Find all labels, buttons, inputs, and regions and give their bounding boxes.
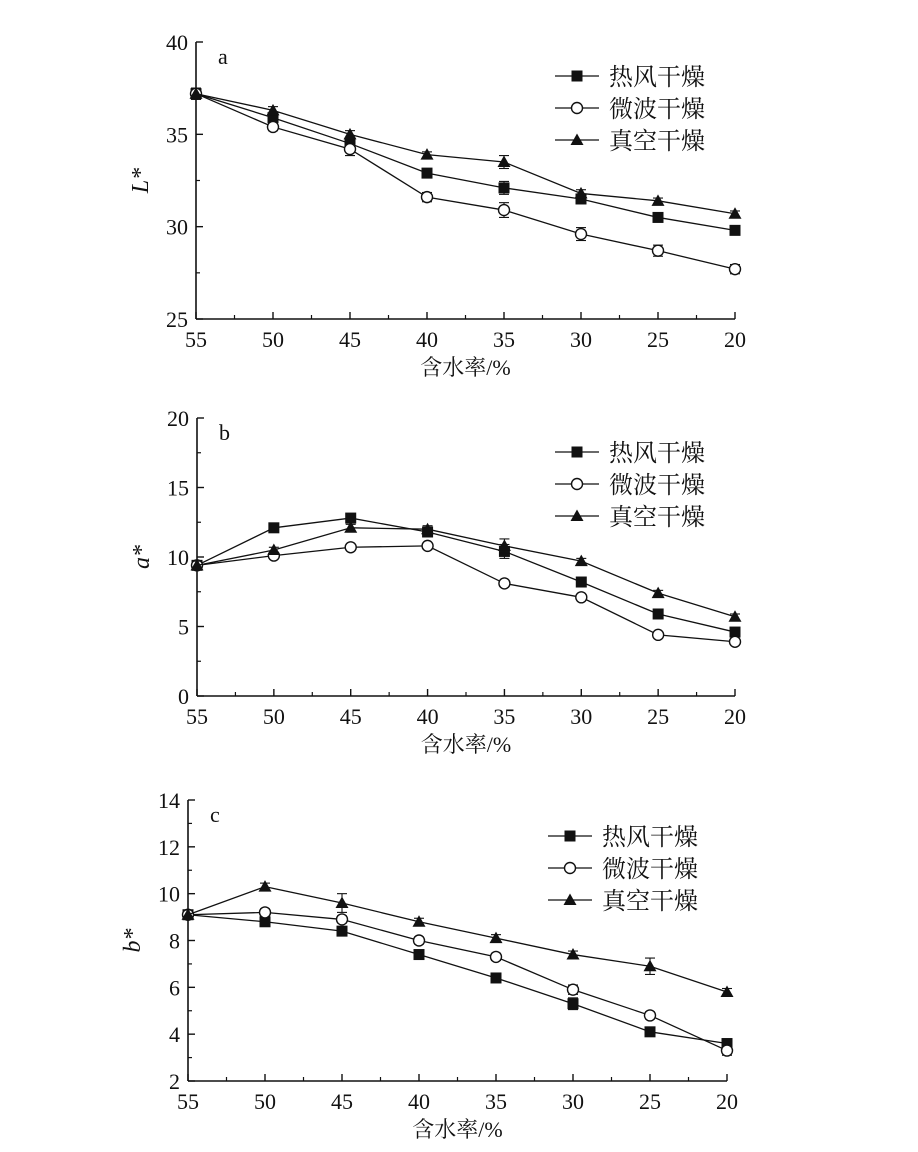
data-point: [491, 972, 502, 983]
x-tick-label: 50: [254, 1089, 276, 1114]
x-tick-label: 35: [493, 327, 515, 352]
legend-marker: [564, 894, 577, 906]
legend-label: 热风干燥: [602, 825, 698, 851]
x-tick-label: 55: [186, 704, 208, 729]
data-point: [422, 192, 433, 203]
x-tick-label: 30: [570, 704, 593, 729]
panel-label: a: [218, 44, 228, 69]
legend-marker: [572, 103, 583, 114]
legend-marker: [572, 71, 583, 82]
x-tick-label: 50: [262, 327, 284, 352]
panel-label: c: [210, 802, 220, 827]
y-tick-label: 12: [158, 834, 180, 860]
x-tick-label: 50: [262, 704, 285, 729]
x-tick-label: 45: [339, 327, 361, 352]
y-tick-label: 8: [169, 928, 180, 954]
data-point: [422, 168, 433, 179]
data-point: [268, 121, 279, 132]
x-tick-label: 35: [493, 704, 516, 729]
x-tick-label: 30: [562, 1089, 584, 1114]
y-tick-label: 0: [178, 684, 189, 709]
legend-marker: [572, 447, 583, 458]
data-point: [268, 522, 279, 533]
data-point: [653, 212, 664, 223]
legend-label: 真空干燥: [609, 505, 705, 531]
data-point: [337, 914, 348, 925]
data-point: [414, 935, 425, 946]
data-point: [653, 629, 664, 640]
legend-label: 真空干燥: [609, 129, 705, 155]
legend-label: 微波干燥: [609, 97, 705, 123]
x-tick-label: 55: [177, 1089, 199, 1114]
legend-marker: [565, 831, 576, 842]
x-tick-label: 30: [570, 327, 592, 352]
x-tick-label: 45: [339, 704, 362, 729]
y-tick-label: 2: [169, 1069, 180, 1094]
y-tick-label: 14: [158, 788, 180, 813]
data-point: [653, 608, 664, 619]
legend: [548, 824, 698, 915]
x-tick-label: 25: [647, 704, 670, 729]
x-tick-label: 40: [416, 327, 438, 352]
data-point: [722, 1045, 733, 1056]
y-tick-label: 4: [169, 1022, 180, 1048]
x-tick-label: 25: [647, 327, 669, 352]
x-tick-label: 55: [185, 327, 207, 352]
legend: [555, 64, 705, 155]
chart-panel-c: [120, 788, 738, 1142]
y-tick-label: 30: [166, 214, 188, 240]
y-tick-label: 15: [167, 475, 189, 501]
data-point: [568, 984, 579, 995]
x-tick-label: 20: [716, 1089, 738, 1114]
x-tick-label: 40: [416, 704, 439, 729]
data-point: [576, 577, 587, 588]
x-axis-title: 含水率/%: [420, 732, 512, 757]
legend-marker: [572, 479, 583, 490]
legend-label: 热风干燥: [609, 65, 705, 91]
y-tick-label: 10: [158, 881, 180, 907]
data-point: [414, 949, 425, 960]
legend-label: 微波干燥: [602, 857, 698, 883]
data-point: [260, 907, 271, 918]
data-point: [259, 880, 272, 892]
data-point: [575, 187, 588, 199]
panel-label: b: [219, 420, 230, 445]
data-point: [568, 998, 579, 1009]
data-point: [721, 986, 734, 998]
y-axis-title: a*: [129, 545, 155, 569]
legend-label: 热风干燥: [609, 441, 705, 467]
x-axis-title: 含水率/%: [412, 1117, 503, 1142]
chart-panel-b: [129, 406, 746, 757]
y-tick-label: 5: [178, 614, 189, 640]
data-point: [730, 225, 741, 236]
x-tick-label: 35: [485, 1089, 507, 1114]
y-axis-title: b*: [120, 928, 146, 953]
data-point: [730, 636, 741, 647]
x-tick-label: 45: [331, 1089, 353, 1114]
data-point: [645, 1010, 656, 1021]
x-tick-label: 20: [724, 327, 746, 352]
data-point: [576, 229, 587, 240]
x-tick-label: 25: [639, 1089, 661, 1114]
data-point: [645, 1026, 656, 1037]
y-tick-label: 6: [169, 975, 180, 1001]
x-tick-label: 20: [724, 704, 746, 729]
data-point: [576, 592, 587, 603]
legend-marker: [571, 510, 584, 522]
legend-label: 真空干燥: [602, 889, 698, 915]
legend-marker: [571, 134, 584, 146]
data-point: [652, 587, 665, 599]
data-point: [653, 245, 664, 256]
series-0: [192, 513, 741, 638]
y-tick-label: 10: [167, 545, 189, 570]
y-tick-label: 35: [166, 122, 188, 148]
legend: [555, 440, 705, 531]
data-point: [422, 540, 433, 551]
series-line: [188, 915, 727, 1044]
y-tick-label: 25: [166, 307, 188, 332]
data-point: [499, 182, 510, 193]
data-point: [499, 578, 510, 589]
series-2: [191, 521, 742, 621]
data-point: [499, 205, 510, 216]
data-point: [345, 542, 356, 553]
x-tick-label: 40: [408, 1089, 430, 1114]
data-point: [337, 926, 348, 937]
legend-marker: [565, 863, 576, 874]
data-point: [491, 951, 502, 962]
y-axis-title: L*: [128, 167, 154, 194]
data-point: [730, 264, 741, 275]
legend-label: 微波干燥: [609, 473, 705, 499]
chart-panel-a: [128, 30, 746, 380]
x-axis-title: 含水率/%: [420, 355, 511, 380]
y-tick-label: 20: [167, 406, 189, 431]
data-point: [345, 144, 356, 155]
y-tick-label: 40: [166, 30, 188, 55]
